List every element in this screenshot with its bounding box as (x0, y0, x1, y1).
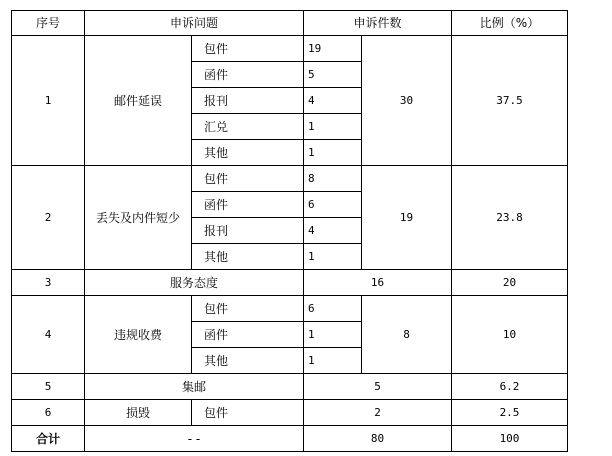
subitem-cell: 报刊 (192, 218, 304, 244)
seq-cell: 5 (12, 374, 85, 400)
category-cell: 集邮 (85, 374, 304, 400)
subitem-cell: 包件 (192, 296, 304, 322)
summary-total: 80 (304, 426, 452, 452)
subitem-cell: 函件 (192, 192, 304, 218)
total-cell: 8 (362, 296, 452, 374)
count-cell: 4 (304, 88, 362, 114)
ratio-cell: 2.5 (452, 400, 568, 426)
count-cell: 1 (304, 244, 362, 270)
count-cell: 6 (304, 192, 362, 218)
seq-cell: 4 (12, 296, 85, 374)
subitem-cell: 其他 (192, 244, 304, 270)
count-cell: 6 (304, 296, 362, 322)
table-row (12, 166, 568, 192)
summary-label: 合计 (12, 426, 85, 452)
subitem-cell: 其他 (192, 348, 304, 374)
table-header-row (12, 11, 568, 36)
total-cell: 5 (304, 374, 452, 400)
subitem-cell: 包件 (192, 36, 304, 62)
total-cell: 30 (362, 36, 452, 166)
header-issue: 申诉问题 (85, 11, 304, 36)
subitem-cell: 汇兑 (192, 114, 304, 140)
ratio-cell: 20 (452, 270, 568, 296)
subitem-cell: 包件 (192, 400, 304, 426)
category-cell: 损毁 (85, 400, 192, 426)
count-cell: 1 (304, 322, 362, 348)
count-cell: 19 (304, 36, 362, 62)
count-cell: 1 (304, 140, 362, 166)
subitem-cell: 函件 (192, 322, 304, 348)
summary-issue: - - (85, 426, 304, 452)
subitem-cell: 包件 (192, 166, 304, 192)
category-cell: 邮件延误 (85, 36, 192, 166)
summary-ratio: 100 (452, 426, 568, 452)
ratio-cell: 10 (452, 296, 568, 374)
subitem-cell: 报刊 (192, 88, 304, 114)
header-seq: 序号 (12, 11, 85, 36)
table-row (12, 400, 568, 426)
subitem-cell: 其他 (192, 140, 304, 166)
table-row (12, 270, 568, 296)
count-cell: 8 (304, 166, 362, 192)
total-cell: 16 (304, 270, 452, 296)
summary-row (12, 426, 568, 452)
ratio-cell: 37.5 (452, 36, 568, 166)
ratio-cell: 23.8 (452, 166, 568, 270)
count-cell: 1 (304, 348, 362, 374)
seq-cell: 1 (12, 36, 85, 166)
count-cell: 1 (304, 114, 362, 140)
total-cell: 2 (304, 400, 452, 426)
table-row (12, 374, 568, 400)
category-cell: 违规收费 (85, 296, 192, 374)
total-cell: 19 (362, 166, 452, 270)
category-cell: 服务态度 (85, 270, 304, 296)
complaints-table (11, 10, 568, 452)
ratio-cell: 6.2 (452, 374, 568, 400)
subitem-cell: 函件 (192, 62, 304, 88)
header-count: 申诉件数 (304, 11, 452, 36)
seq-cell: 6 (12, 400, 85, 426)
count-cell: 5 (304, 62, 362, 88)
table-row (12, 296, 568, 322)
header-ratio: 比例（%） (452, 11, 568, 36)
seq-cell: 2 (12, 166, 85, 270)
category-cell: 丢失及内件短少 (85, 166, 192, 270)
seq-cell: 3 (12, 270, 85, 296)
count-cell: 4 (304, 218, 362, 244)
table-row (12, 36, 568, 62)
